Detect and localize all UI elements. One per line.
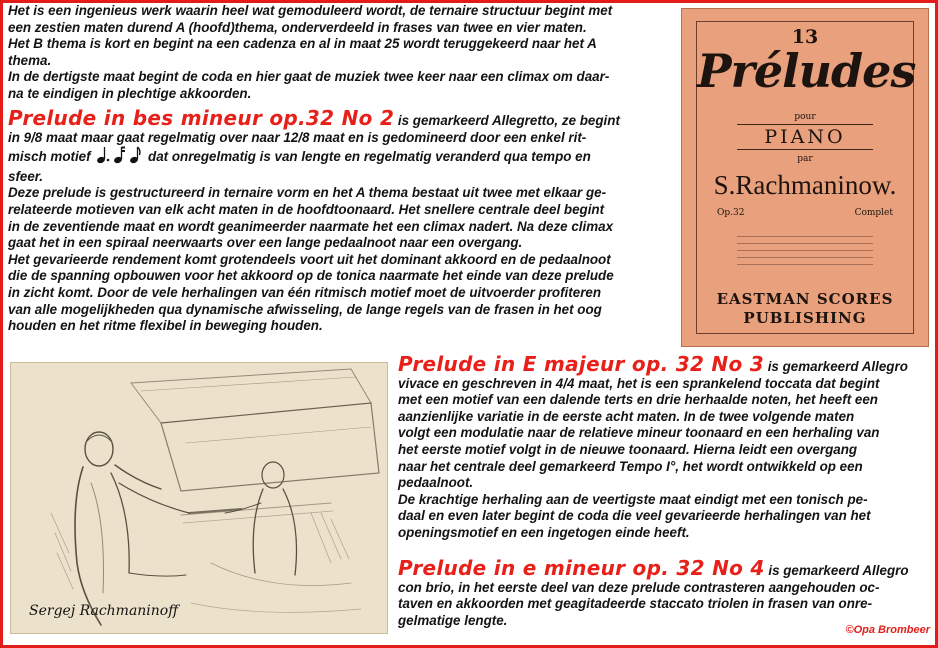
- copyright-mark: ©Opa Brombeer: [845, 624, 930, 636]
- intro-text: [8, 3, 678, 103]
- cover-publisher-line-1: EASTMAN SCORES: [716, 290, 894, 308]
- prelude-4-line: taven en akkoorden met geagitadeerde staccato triolen in frasen van onre-: [398, 596, 873, 612]
- prelude-2-line: in de zeventiende maat en wordt geanimeerder naarmate het een climax nadert. Na deze climax: [8, 218, 614, 234]
- rachmaninoff-sketch-image: [10, 362, 388, 634]
- prelude-2-line: houden en het ritme flexibel in beweging houden.: [8, 318, 323, 334]
- prelude-4-heading: Prelude in e mineur op. 32 No 4: [398, 556, 765, 580]
- sketch-drawing: [11, 363, 387, 633]
- prelude-3-line: daal en even later begint de coda die veel gevarieerde herhalingen van het: [398, 508, 871, 524]
- prelude-3-heading: Prelude in E majeur op. 32 No 3: [398, 352, 764, 376]
- motif-text-before: misch motief: [8, 149, 95, 165]
- cover-inner-frame: [696, 21, 914, 334]
- prelude-2-heading: Prelude in bes mineur op.32 No 2: [8, 106, 395, 130]
- cover-title: Préludes: [697, 44, 916, 98]
- prelude-3-line-1: is gemarkeerd Allegro: [763, 359, 908, 374]
- prelude-2-line: die de spanning opbouwen voor het akkoord op de tonica naarmate het einde van deze prelude: [8, 268, 614, 284]
- cover-publisher-line-2: PUBLISHING: [743, 309, 867, 327]
- prelude-3-line: De krachtige herhaling aan de veertigste maat eindigt met een tonisch pe-: [398, 491, 868, 507]
- prelude-2-line: in zicht komt. Door de vele herhalingen van één ritmisch motief moet de uitvoerder profiteren: [8, 284, 602, 300]
- intro-line: In de dertigste maat begint de coda en hier gaat de muziek twee keer naar een climax om daar-: [8, 69, 610, 85]
- prelude-3-line: aanzienlijke variatie in de eerste acht maten. In de twee volgende maten: [398, 408, 855, 424]
- prelude-2-line-1: is gemarkeerd Allegretto, ze begint: [394, 113, 620, 128]
- intro-line: een zestien maten durend A (hoofd)thema, onderverdeeld in frases van twee en vier maten.: [8, 19, 587, 35]
- score-cover-image: [681, 8, 929, 347]
- intro-line: Het B thema is kort en begint na een cadenza en al in maat 25 wordt teruggekeerd naar het A: [8, 36, 597, 52]
- cover-composer: S.Rachmaninow.: [713, 170, 897, 200]
- prelude-3-line: pedaalnoot.: [398, 475, 474, 491]
- prelude-2-lines-b: [8, 169, 673, 335]
- motif-text-after: dat onregelmatig is van lengte en regelmatig veranderd qua tempo en: [144, 149, 591, 165]
- prelude-2-line: gaat het in een spiraal neerwaarts over een lange pedaalnoot naar een overgang.: [8, 235, 523, 251]
- prelude-2-line: Deze prelude is gestructureerd in ternaire vorm en het A thema bestaat uit twee met elkaar ge-: [8, 185, 607, 201]
- prelude-2-line: sfeer.: [8, 168, 43, 184]
- prelude-4-lines: [398, 580, 926, 630]
- rhythm-motif-icon: [96, 146, 142, 169]
- intro-line: thema.: [8, 52, 52, 68]
- prelude-2-line: van alle mogelijkheden qua dynamische afwisseling, de lange regels van de frasen in het oog: [8, 301, 602, 317]
- sketch-caption: Sergej Rachmaninoff: [29, 603, 179, 619]
- cover-instrument: PIANO: [737, 124, 873, 150]
- prelude-3-line: vivace en geschreven in 4/4 maat, het is een sprankelend toccata dat begint: [398, 375, 880, 391]
- prelude-3-section: [398, 352, 926, 542]
- prelude-2-section: [8, 106, 673, 335]
- cover-opus: Op.32: [717, 208, 745, 218]
- cover-pour: pour: [794, 112, 816, 122]
- prelude-3-line: volgt een modulatie naar de relatieve mineur toonaard en een herhaling van: [398, 425, 880, 441]
- prelude-4-line: gelmatige lengte.: [398, 612, 508, 628]
- prelude-2-line: Het gevarieerde rendement komt grotendeels voort uit het dominant akkoord en de pedaalnoot: [8, 251, 611, 267]
- cover-par: par: [797, 154, 813, 164]
- prelude-4-section: [398, 556, 926, 629]
- prelude-3-lines: [398, 376, 926, 542]
- prelude-3-line: met een motief van een dalende terts en drie herhaalde noten, het heeft een: [398, 392, 878, 408]
- intro-line: Het is een ingenieus werk waarin heel wat gemoduleerd wordt, de ternaire structuur begint met: [8, 3, 613, 18]
- prelude-3-line: openingsmotief en een ingetogen einde heeft.: [398, 524, 690, 540]
- prelude-4-line-1: is gemarkeerd Allegro: [764, 563, 909, 578]
- cover-complet: Complet: [854, 208, 893, 218]
- prelude-2-line: in 9/8 maat maar gaat regelmatig over naar 12/8 maat en is gedomineerd door een enkel rit-: [8, 129, 587, 145]
- prelude-4-line: con brio, in het eerste deel van deze prelude contrasteren aangehouden oc-: [398, 579, 880, 595]
- prelude-3-line: naar het centrale deel gemarkeerd Tempo I°, het wordt ontwikkeld op een: [398, 458, 863, 474]
- prelude-2-line: relateerde motieven van elk acht maten in de hoofdtoonaard. Het snellere centrale deel begint: [8, 201, 605, 217]
- cover-contents-list: [737, 230, 873, 270]
- prelude-2-lines-a: [8, 130, 673, 147]
- prelude-3-line: het eerste motief volgt in de nieuwe toonaard. Hierna leidt een overgang: [398, 441, 858, 457]
- intro-line: na te eindigen in plechtige akkoorden.: [8, 85, 252, 101]
- cover-number: 13: [791, 26, 819, 48]
